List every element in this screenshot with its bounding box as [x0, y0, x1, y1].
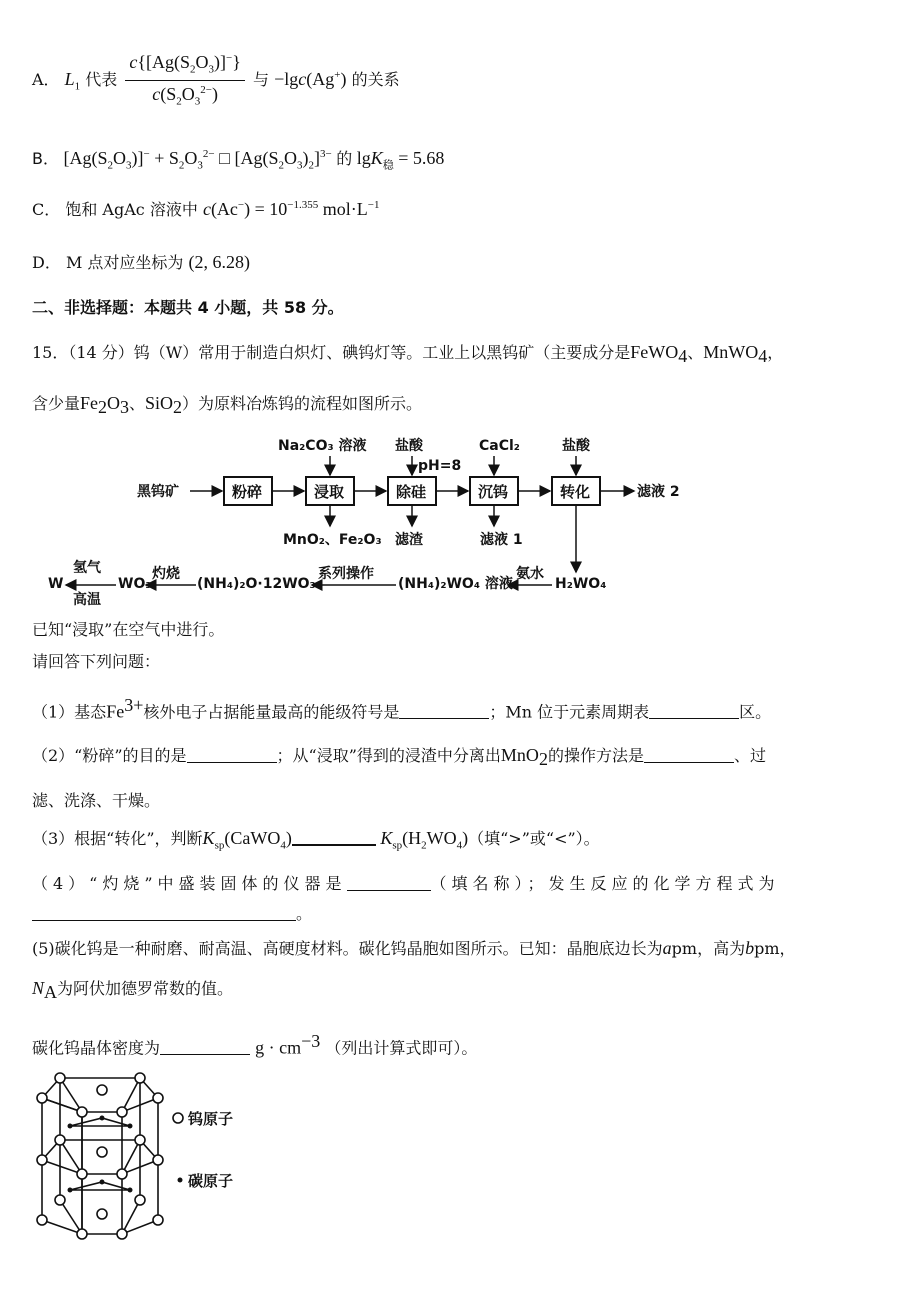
flow-input-ph: pH=8 [418, 458, 462, 474]
flow-residue-mno2: MnO₂、Fe₂O₃ [283, 532, 382, 548]
option-a [32, 52, 400, 109]
box-leach-label: 浸取 [314, 483, 345, 501]
q15-part3: （3）根据“转化”，判断$K_{sp}(CaWO_4)$ $K_{sp}(H_2WO_4)$（填“>”或“<”）。 [32, 828, 600, 852]
legend-w-symbol [173, 1113, 183, 1123]
flow-w: W [48, 576, 64, 592]
answer-blank-1b[interactable] [649, 702, 739, 719]
q15-part5-density: 碳化钨晶体密度为 $g \cdot cm^{-3}$ （列出计算式即可）。 [32, 1031, 478, 1058]
option-c-label: C． [32, 200, 61, 219]
answer-blank-1a[interactable] [399, 702, 489, 719]
box-grind-label: 粉碎 [232, 483, 263, 501]
flow-ammonium-solution: (NH₄)₂WO₄ 溶液 [398, 576, 513, 592]
option-a-text3: 的关系 [351, 69, 400, 89]
answer-blank-4b[interactable] [32, 904, 296, 921]
flow-series-op: 系列操作 [318, 566, 374, 582]
q15-part2-cont: 滤、洗涤、干燥。 [32, 791, 161, 810]
fraction-numerator: $c\{[Ag(S_2O_3)]^-\}$ [125, 52, 245, 81]
flow-residue-si: 滤渣 [395, 532, 423, 548]
box-precipitate-label: 沉钨 [478, 483, 509, 501]
option-b-label: B． [32, 149, 59, 168]
flow-hydrogen: 氢气 [73, 560, 101, 576]
option-a-label: A． [32, 69, 60, 89]
flow-ore: 黑钨矿 [137, 484, 179, 500]
legend-c-symbol [178, 1178, 183, 1183]
q15-part2: （2）“粉碎”的目的是 ；从“浸取”得到的浸渣中分离出MnO$_2$的操作方法是 、过 [32, 745, 766, 770]
q15-part4-cont: 。 [32, 904, 312, 923]
answer-blank-4a[interactable] [347, 874, 431, 891]
section-heading: 二、非选择题：本题共 4 小题，共 58 分。 [32, 298, 344, 317]
answer-blank-2a[interactable] [187, 746, 277, 763]
q15-intro-line2: 含少量$Fe_2O_3$、SiO$_2$）为原料冶炼钨的流程如图所示。 [32, 393, 423, 418]
flow-high-temp: 高温 [73, 592, 101, 608]
option-a-text2: 与 [252, 69, 269, 89]
answer-blank-5[interactable] [160, 1038, 250, 1055]
q15-part5: (5)碳化钨是一种耐磨、耐高温、高硬度材料。碳化钨晶胞如图所示。已知：晶胞底边长为apm，高为bpm， [32, 938, 796, 958]
answer-blank-3[interactable] [292, 828, 376, 846]
q15-known: 已知“浸取”在空气中进行。 [32, 620, 225, 639]
option-d [32, 252, 250, 274]
flow-wo3: WO₃ [118, 576, 152, 592]
flow-input-hcl1: 盐酸 [395, 438, 423, 454]
answer-blank-2b[interactable] [644, 746, 734, 763]
flow-input-cacl2: CaCl₂ [479, 438, 520, 454]
option-c-text: 饱和 AgAc 溶液中 [65, 200, 198, 219]
option-a-text1: 代表 [85, 69, 118, 89]
box-desilicate-label: 除硅 [396, 483, 427, 501]
q15-part5-na: $N_A$为阿伏加德罗常数的值。 [32, 978, 234, 1003]
q15-part4: （4）“灼烧”中盛装固体的仪器是 （填名称）；发生反应的化学方程式为 [32, 874, 780, 893]
q15-prompt: 请回答下列问题： [32, 652, 161, 671]
option-d-coord: (2, 6.28) [188, 252, 251, 272]
flow-product: (NH₄)₂O·12WO₃ [197, 576, 316, 592]
option-d-text: M 点对应坐标为 [65, 253, 184, 272]
process-flow-diagram [0, 430, 900, 610]
l1-symbol: $L_1$ [64, 68, 81, 93]
flow-ammonia: 氨水 [516, 566, 544, 582]
crystal-cell-diagram [30, 1068, 290, 1248]
flow-input-hcl2: 盐酸 [562, 438, 590, 454]
box-convert-label: 转化 [560, 483, 591, 501]
flow-filtrate2: 滤液 2 [637, 484, 680, 500]
flow-input-na2co3: Na₂CO₃ 溶液 [278, 438, 367, 454]
fraction-denominator: $c(S_2O_3^{2-})$ [152, 83, 218, 108]
flow-calcine: 灼烧 [152, 566, 180, 582]
legend-c-label: 碳原子 [188, 1172, 234, 1190]
option-c: C． 饱和 AgAc 溶液中 $c(Ac^-) = 10^{-1.355}$ $mol\cdot L^{-1}$ [32, 199, 380, 219]
neg-lg-ag: −lgc(Ag+) [274, 68, 347, 89]
option-b: B． $[Ag(S_2O_3)]^- + S_2O_3^{2-}$ □ $[Ag(S_2O_3)_2]^{3-}$ 的 lgK$_稳$ = 5.68 [32, 148, 445, 172]
concentration-fraction [125, 52, 245, 109]
flow-filtrate1: 滤液 1 [480, 532, 523, 548]
q15-intro-line1: 15．（14 分）钨（W）常用于制造白炽灯、碘钨灯等。工业上以黑钨矿（主要成分是FeWO$_4$、MnWO$_4$， [32, 342, 784, 367]
option-d-label: D． [32, 253, 61, 272]
flow-h2wo4: H₂WO₄ [555, 576, 607, 592]
q15-part1: （1）基态$Fe^{3+}$核外电子占据能量最高的能级符号是 ；Mn 位于元素周期表 区。 [32, 695, 772, 722]
legend-w-label: 钨原子 [188, 1110, 234, 1128]
equilibrium-box: □ [219, 148, 230, 168]
